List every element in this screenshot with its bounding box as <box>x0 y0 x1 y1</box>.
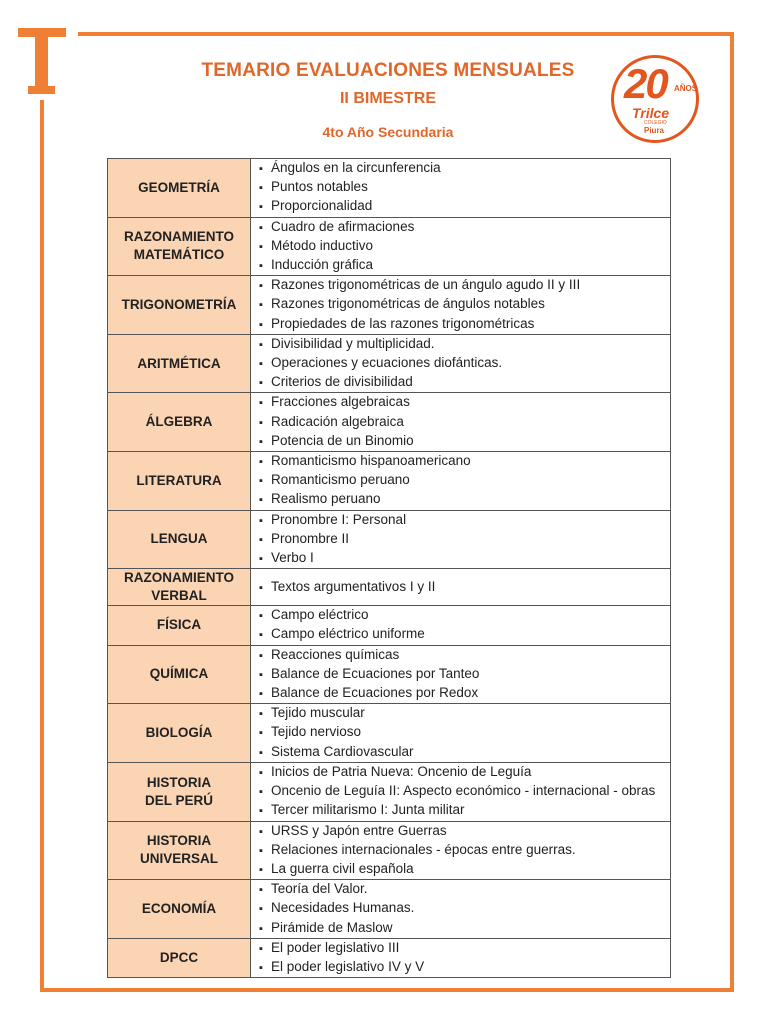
topic-item: ▪ Campo eléctrico <box>259 606 670 625</box>
topics-cell <box>251 606 671 645</box>
subject-label: QUÍMICA <box>149 666 209 682</box>
frame-bottom-border <box>40 988 734 992</box>
table-row <box>108 393 671 452</box>
subject-cell <box>108 510 251 569</box>
topic-list <box>259 606 670 644</box>
table-row <box>108 276 671 335</box>
topics-table <box>107 158 671 978</box>
topic-list <box>259 704 670 762</box>
topic-list <box>259 578 670 597</box>
topic-list <box>259 939 670 977</box>
subject-cell <box>108 393 251 452</box>
topics-cell <box>251 880 671 939</box>
topics-cell <box>251 938 671 977</box>
subject-label: TRIGONOMETRÍA <box>121 297 237 313</box>
topic-item: ▪ Radicación algebraica <box>259 413 670 432</box>
topic-list <box>259 646 670 704</box>
subject-label: BIOLOGÍA <box>145 725 213 741</box>
topic-item: ▪ Reacciones químicas <box>259 646 670 665</box>
table-row <box>108 334 671 393</box>
topic-item: ▪ Romanticismo peruano <box>259 471 670 490</box>
topic-item: ▪ URSS y Japón entre Guerras <box>259 822 670 841</box>
topic-item: ▪ Campo eléctrico uniforme <box>259 625 670 644</box>
frame-top-border <box>78 32 734 36</box>
subject-cell <box>108 159 251 218</box>
subject-label: ARITMÉTICA <box>137 355 221 371</box>
topic-item: ▪ El poder legislativo IV y V <box>259 958 670 977</box>
subject-label: UNIVERSAL <box>139 851 218 867</box>
subject-cell <box>108 762 251 821</box>
subject-label: GEOMETRÍA <box>138 179 220 195</box>
subject-cell <box>108 704 251 763</box>
topic-item: ▪ Inducción gráfica <box>259 256 670 275</box>
document-header <box>150 60 626 140</box>
topic-item: ▪ Necesidades Humanas. <box>259 899 670 918</box>
topic-list <box>259 276 670 334</box>
subject-cell <box>108 334 251 393</box>
topic-item: ▪ Pronombre II <box>259 530 670 549</box>
table-row <box>108 510 671 569</box>
trilce-t-logo-icon <box>18 22 68 76</box>
table-row <box>108 217 671 276</box>
subject-cell <box>108 645 251 704</box>
topic-list <box>259 880 670 938</box>
table-row <box>108 938 671 977</box>
topic-list <box>259 218 670 276</box>
topic-item: ▪ Razones trigonométricas de un ángulo agudo II y III <box>259 276 670 295</box>
subject-cell <box>108 569 251 606</box>
topic-list <box>259 159 670 217</box>
topics-cell <box>251 569 671 606</box>
badge-brand: Trilce <box>632 105 670 121</box>
topic-item: ▪ Balance de Ecuaciones por Tanteo <box>259 665 670 684</box>
table-row <box>108 452 671 511</box>
document-title: TEMARIO EVALUACIONES MENSUALES <box>201 60 575 81</box>
topic-item: ▪ Puntos notables <box>259 178 670 197</box>
topics-cell <box>251 159 671 218</box>
badge-years: AÑOS <box>674 84 698 93</box>
table-row <box>108 159 671 218</box>
subject-cell <box>108 452 251 511</box>
subject-cell <box>108 880 251 939</box>
document-subtitle: II BIMESTRE <box>339 90 436 107</box>
topic-item: ▪ La guerra civil española <box>259 860 670 879</box>
subject-label: RAZONAMIENTO <box>124 229 234 245</box>
anniversary-badge-logo <box>611 55 699 143</box>
table-row <box>108 762 671 821</box>
subject-label: FÍSICA <box>156 617 202 633</box>
table-row <box>108 704 671 763</box>
topic-item: ▪ Divisibilidad y multiplicidad. <box>259 335 670 354</box>
subject-label: DPCC <box>159 949 199 965</box>
topic-item: ▪ Fracciones algebraicas <box>259 393 670 412</box>
subject-cell <box>108 217 251 276</box>
topic-item: ▪ Propiedades de las razones trigonométricas <box>259 315 670 334</box>
topic-item: ▪ Ángulos en la circunferencia <box>259 159 670 178</box>
topic-item: ▪ Realismo peruano <box>259 490 670 509</box>
topics-cell <box>251 334 671 393</box>
topic-item: ▪ Método inductivo <box>259 237 670 256</box>
badge-city: Piura <box>644 126 665 135</box>
subject-label: LITERATURA <box>136 472 222 488</box>
topic-item: ▪ Tejido nervioso <box>259 723 670 742</box>
topic-item: ▪ Relaciones internacionales - épocas entre guerras. <box>259 841 670 860</box>
topic-item: ▪ Textos argumentativos I y II <box>259 578 670 597</box>
topic-item: ▪ Oncenio de Leguía II: Aspecto económico - internacional - obras <box>259 782 670 801</box>
subject-label: VERBAL <box>151 588 207 604</box>
subject-label: MATEMÁTICO <box>133 247 225 263</box>
topic-item: ▪ Operaciones y ecuaciones diofánticas. <box>259 354 670 373</box>
topic-item: ▪ Pronombre I: Personal <box>259 511 670 530</box>
table-row <box>108 606 671 645</box>
topic-item: ▪ Teoría del Valor. <box>259 880 670 899</box>
topics-cell <box>251 510 671 569</box>
topic-item: ▪ Razones trigonométricas de ángulos notables <box>259 295 670 314</box>
topic-list <box>259 511 670 569</box>
topic-item: ▪ Romanticismo hispanoamericano <box>259 452 670 471</box>
topics-cell <box>251 217 671 276</box>
topic-item: ▪ Inicios de Patria Nueva: Oncenio de Leguía <box>259 763 670 782</box>
topic-item: ▪ El poder legislativo III <box>259 939 670 958</box>
topic-item: ▪ Tercer militarismo I: Junta militar <box>259 801 670 820</box>
topics-cell <box>251 276 671 335</box>
table-row <box>108 880 671 939</box>
badge-school: COLEGIO <box>644 120 667 126</box>
topic-list <box>259 452 670 510</box>
topics-cell <box>251 393 671 452</box>
badge-number: 20 <box>624 60 667 107</box>
subject-cell <box>108 938 251 977</box>
frame-left-border <box>40 100 44 992</box>
topic-item: ▪ Tejido muscular <box>259 704 670 723</box>
topic-list <box>259 393 670 451</box>
topic-item: ▪ Criterios de divisibilidad <box>259 373 670 392</box>
subject-cell <box>108 606 251 645</box>
table-row <box>108 645 671 704</box>
topic-list <box>259 335 670 393</box>
topic-list <box>259 822 670 880</box>
topic-item: ▪ Sistema Cardiovascular <box>259 743 670 762</box>
topics-cell <box>251 452 671 511</box>
topic-item: ▪ Balance de Ecuaciones por Redox <box>259 684 670 703</box>
topic-item: ▪ Proporcionalidad <box>259 197 670 216</box>
subject-label: RAZONAMIENTO <box>124 570 234 586</box>
subject-label: HISTORIA <box>146 833 212 849</box>
frame-right-border <box>730 32 734 992</box>
subject-label: HISTORIA <box>146 774 212 790</box>
subject-cell <box>108 276 251 335</box>
topics-cell <box>251 821 671 880</box>
subject-label: ECONOMÍA <box>141 900 217 916</box>
topic-item: ▪ Pirámide de Maslow <box>259 919 670 938</box>
topic-item: ▪ Potencia de un Binomio <box>259 432 670 451</box>
topic-list <box>259 763 670 821</box>
subject-cell <box>108 821 251 880</box>
subject-label: ÁLGEBRA <box>145 414 213 430</box>
subject-label: LENGUA <box>150 531 208 547</box>
table-row <box>108 821 671 880</box>
subject-label: DEL PERÚ <box>144 792 213 808</box>
topics-cell <box>251 762 671 821</box>
table-row <box>108 569 671 606</box>
grade-label: 4to Año Secundaria <box>322 124 454 140</box>
topics-cell <box>251 704 671 763</box>
topic-item: ▪ Verbo I <box>259 549 670 568</box>
topics-cell <box>251 645 671 704</box>
topic-item: ▪ Cuadro de afirmaciones <box>259 218 670 237</box>
